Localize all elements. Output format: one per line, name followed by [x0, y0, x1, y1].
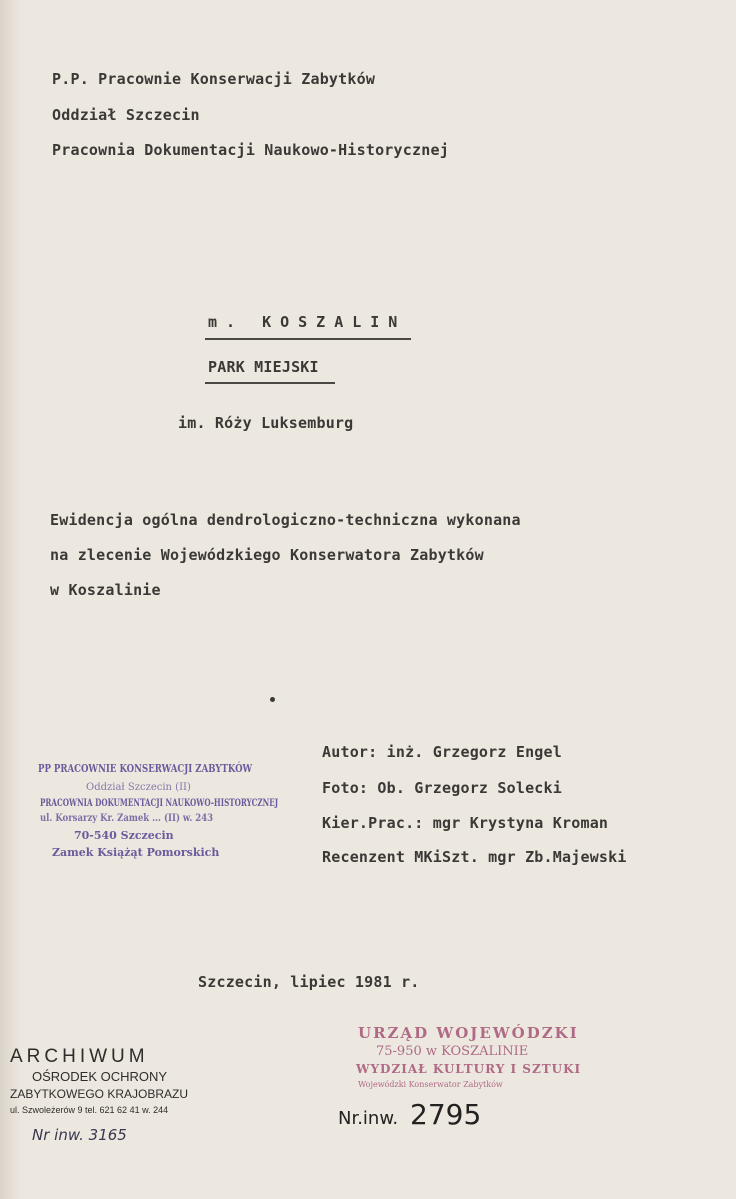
description-line-2: na zlecenie Wojewódzkiego Konserwatora Zabytków [50, 546, 484, 564]
description-line-1: Ewidencja ogólna dendrologiczno-techniczna wykonana [50, 511, 521, 529]
archive-stamp-address: ul. Szwoleżerów 9 tel. 621 62 41 w. 244 [10, 1105, 169, 1115]
handwritten-inventory-prefix: Nr.inw. [338, 1108, 399, 1129]
header-department: Pracownia Dokumentacji Naukowo-Historycznej [52, 141, 449, 159]
stamp-right-line-4: Wojewódzki Konserwator Zabytków [358, 1080, 503, 1089]
title-park-underline [205, 382, 335, 384]
archive-stamp-title: ARCHIWUM [10, 1046, 149, 1067]
header-branch: Oddział Szczecin [52, 106, 200, 124]
stamp-left-line-3: PRACOWNIA DOKUMENTACJI NAUKOWO-HISTORYCZNEJ [40, 798, 279, 809]
stamp-left-line-5: 70-540 Szczecin [74, 829, 174, 842]
credit-reviewer: Recenzent MKiSzt. mgr Zb.Majewski [322, 848, 627, 866]
title-place-underline [205, 338, 411, 340]
handwritten-inventory-number: 2795 [410, 1098, 482, 1131]
voivodeship-office-stamp [356, 1024, 586, 1104]
ink-dot [270, 697, 275, 702]
title-place: m. KOSZALIN [208, 313, 407, 331]
credit-photo: Foto: Ob. Grzegorz Solecki [322, 779, 562, 797]
archive-stamp-line-2: OŚRODEK OCHRONY [32, 1069, 168, 1084]
title-park: PARK MIEJSKI [208, 358, 319, 376]
stamp-left-line-4: ul. Korsarzy Kr. Zamek ... (II) w. 243 [40, 813, 214, 824]
title-dedication: im. Róży Luksemburg [178, 414, 354, 432]
page-binding-edge [0, 0, 22, 1199]
archive-stamp-line-3: ZABYTKOWEGO KRAJOBRAZU [10, 1087, 189, 1101]
stamp-left-line-1: PP PRACOWNIE KONSERWACJI ZABYTKÓW [38, 762, 253, 775]
header-institution: P.P. Pracownie Konserwacji Zabytków [52, 70, 376, 88]
handwritten-inventory-left: Nr inw. 3165 [32, 1126, 127, 1144]
institution-stamp [38, 762, 278, 872]
stamp-right-line-3: WYDZIAŁ KULTURY I SZTUKI [356, 1062, 582, 1076]
description-line-3: w Koszalinie [50, 581, 161, 599]
stamp-right-line-1: URZĄD WOJEWÓDZKI [358, 1024, 579, 1042]
credit-author: Autor: inż. Grzegorz Engel [322, 743, 562, 761]
stamp-left-line-6: Zamek Książąt Pomorskich [52, 846, 220, 859]
place-date: Szczecin, lipiec 1981 r. [198, 973, 420, 991]
stamp-left-line-2: Oddział Szczecin (II) [86, 782, 191, 793]
credit-manager: Kier.Prac.: mgr Krystyna Kroman [322, 814, 609, 832]
stamp-right-line-2: 75-950 w KOSZALINIE [376, 1044, 529, 1059]
